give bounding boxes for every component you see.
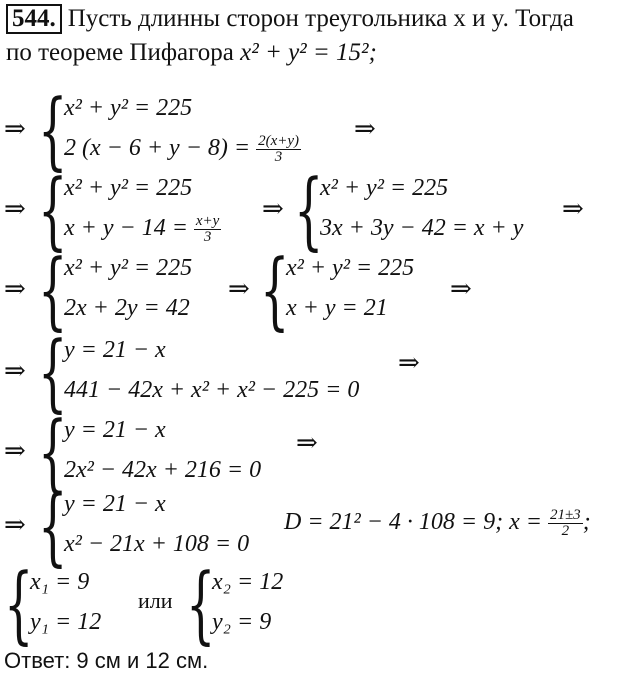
fraction: $\frac{x+y}{3}$ [195,213,220,245]
implies-arrow: ⇒ [4,510,26,539]
system-equation-2: 2x² − 42x + 216 = 0 [64,457,262,483]
system-equation-2: 441 − 42x + x² + x² − 225 = 0 [64,377,360,403]
implies-arrow: ⇒ [228,274,250,303]
implies-arrow: ⇒ [4,114,26,143]
system-brace: { [38,403,68,501]
system-equation-2: x + y = 21 [286,295,388,321]
system-brace: { [260,241,290,339]
system-equation-1: x² + y² = 225 [64,175,193,201]
system-equation-1: y = 21 − x [64,491,166,517]
solutions-row [4,555,619,653]
implies-arrow: ⇒ [398,348,420,377]
system-brace: { [186,555,216,653]
solution-y2: y₂ = 9 [212,609,272,635]
solution-x1: x₁ = 9 [30,569,90,595]
system-equation-2: 2x + 2y = 42 [64,295,190,321]
system-equation-1: y = 21 − x [64,337,166,363]
implies-arrow: ⇒ [4,194,26,223]
implies-arrow: ⇒ [354,114,376,143]
system-equation-1: x² + y² = 225 [64,95,193,121]
final-answer: Ответ: 9 см и 12 см. [4,648,209,673]
implies-arrow: ⇒ [4,356,26,385]
implies-arrow: ⇒ [4,274,26,303]
system-brace: { [38,81,68,179]
problem-statement-line1 [6,4,618,34]
problem-line2-text: по теореме Пифагора [6,39,241,66]
system-equation-1: y = 21 − x [64,417,166,443]
system-brace: { [294,161,324,259]
step-2-row [4,161,619,259]
system-brace: { [38,477,68,575]
implies-arrow: ⇒ [562,194,584,223]
solution-x2: x₂ = 12 [212,569,284,595]
system-brace: { [4,555,34,653]
problem-statement-line2 [6,38,377,68]
system-brace: { [38,323,68,421]
system-equation-2: 3x + 3y − 42 = x + y [320,215,524,241]
fraction: $\frac{2(x+y)}{3}$ [258,133,300,165]
implies-arrow: ⇒ [296,428,318,457]
system-equation-1: x² + y² = 225 [64,255,193,281]
system-equation-1: x² + y² = 225 [320,175,449,201]
system-brace: { [38,241,68,339]
solution-y1: y₁ = 12 [30,609,102,635]
system-equation-2: x + y − 14 = $\frac{x+y}{3}$ [64,213,220,245]
pythagoras-formula: x² + y² = 15²; [240,39,377,66]
system-equation-2: 2 (x − 6 + y − 8) = $\frac{2(x+y)}{3}$ [64,133,300,165]
fraction: $\frac{21\pm 3}{2}$ [549,507,581,539]
implies-arrow: ⇒ [262,194,284,223]
implies-arrow: ⇒ [4,436,26,465]
problem-number: 544. [6,4,62,34]
step-6-row [4,477,619,575]
system-equation-1: x² + y² = 225 [286,255,415,281]
implies-arrow: ⇒ [450,274,472,303]
system-equation-2: x² − 21x + 108 = 0 [64,531,250,557]
problem-line1-text: Пусть длинны сторон треугольника x и y. Тогда [67,5,574,32]
system-brace: { [38,161,68,259]
discriminant-formula: D = 21² − 4 · 108 = 9; x = $\frac{21\pm 3}{2}$ ; [284,507,591,539]
or-word: или [138,588,173,613]
